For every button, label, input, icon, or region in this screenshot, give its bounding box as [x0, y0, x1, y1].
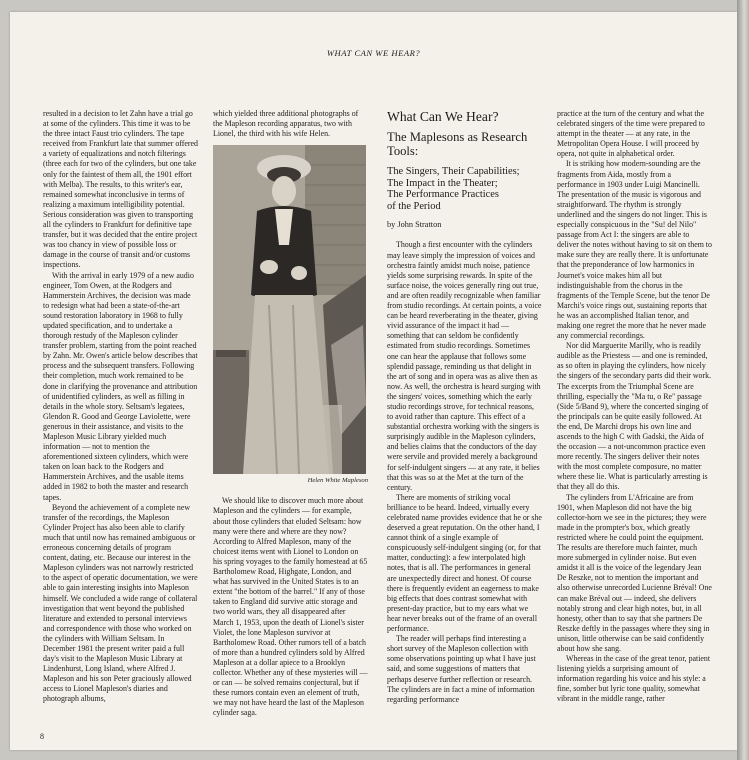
- col4-paragraph: Whereas in the case of the great tenor, patient listening yields a surprising amount of information regarding his voice and his style: a fine, somber but lyric tone quality, somewhat vibrant in the middle range, rather: [557, 654, 711, 704]
- subhead-line: The Impact in the Theater;: [387, 177, 498, 189]
- helen-mapleson-photo: [213, 145, 366, 474]
- magazine-page: [10, 12, 737, 750]
- running-header: WHAT CAN WE HEAR?: [326, 48, 421, 58]
- col4-paragraph: Nor did Marguerite Marilly, who is readily audible as the Priestess — and one is reminded, as so often in playing the cylinders, how nicely the singers of the secondary parts did their work. The excerpts from the Triumphal Scene are thrilling, especially the "Ma tu, o Re" passage (Side 5/Band 9), where the concerted singing of the principals can be quite easily followed. At the end, De Marchi drops his own line and ascends to the high C with Gadski, the Aida of the occasion — a not-uncommon practice even more recently. The singers deliver their notes with the most complete composure, no matter where these lie. What is particularly arresting is that they all do this.: [557, 341, 712, 492]
- col2-paragraph: We should like to discover much more about Mapleson and the cylinders — for example, about those cylinders that eluded Seltsam: how many were there and where are they now? According to Alfred Mapleson, many of the choicest items went with Lionel to London on his spring voyages to the family homestead at 65 Bartholomew Road, Highgate, London, and what has survived in the United States is to an extent "the bottom of the barrel." If any of those taken to England did survive attic storage and two world wars, they all disappeared after March 1, 1953, upon the death of Lionel's sister Violet, the lone Mapleson survivor at Bartholomew Road. Other rumors tell of a batch of more than a hundred cylinders sold by Alfred Mapleson at a dollar apiece to a Brooklyn collector. Whether any of these mysteries will — or can — be solved remains conjectural, but if these rumors contain even an element of truth, we may not have heard the last of the Mapleson cylinder saga.: [213, 496, 368, 718]
- article-subtitle: The Maplesons as Research Tools:: [387, 130, 528, 158]
- col4-paragraph: The cylinders from L'Africaine are from 1901, when Mapleson did not have the big collector-horn we see in the pictures; they were made in the prompter's box, which greatly restricted where he could point the equipment. The results are therefore much fainter, much more submerged in cylinder noise. But even amidst it all is the voice of the legendary Jean De Reszke, not to mention the important and also otherwise unrecorded Lucienne Bréval! One can make Bréval out — indeed, she delivers notably strong and clear high notes, but, in all honesty, other than to say that she partners De Reszke deftly in the passages where they sing in unison, little otherwise can be said confidently about how she sang.: [557, 492, 712, 653]
- byline: by John Stratton: [387, 220, 442, 230]
- subhead-line: The Singers, Their Capabilities;: [387, 166, 520, 177]
- subhead-line: of the Period: [387, 200, 441, 212]
- portrait-illustration: [213, 145, 366, 474]
- column-3: [387, 109, 542, 705]
- col3-paragraph: There are moments of striking vocal brilliance to be heard. Indeed, virtually every celebrated name provides evidence that he or she deserved a great reputation. On the other hand, I cannot think of a single example of conspicuously self-indulgent singing (or, for that matter, conducting): a few interpolated high notes, that is all. The performances in general are unexpectedly direct and honest. Of course there is frequently evident an eagerness to make big effects that does contrast somewhat with present-day practice, but to my ears what we hear never breaks out of the frame of an overall performance.: [387, 492, 542, 634]
- column-2: [213, 109, 368, 718]
- col1-paragraph: resulted in a decision to let Zahn have a trial go at some of the cylinders. This time it was to be the three intact Faust trio cylinders. The tape received from Frankfurt late that summer offered a variety of equalizations and notch filterings (three each for two of the cylinders, but one take only for the faintest of them all, the 1901 effort with Melba). The results, to this writer's ear, remained somewhat inconclusive in terms of realizing a maximum intelligibility potential. Serious consideration was given to transporting all the cylinders to Frankfurt for definitive tape transfer, but it was decided that the entire project was too chancy in view of possible loss or damage in the course of transit and/or customs inspections.: [43, 109, 198, 270]
- col4-paragraph: It is striking how modern-sounding are the fragments from Aida, mostly from a performance in 1903 under Luigi Mancinelli. The presentation of the music is vigorous and straightforward. The rhythm is strongly underlined and the singers do not linger. This is especially conspicuous in the "Su! del Nilo" passage from Act I: the singers are able to deliver the notes without having to sit on them to make sure they are really there. It is unfortunate that the preponderance of low harmonics in Journet's voice makes him all but indistinguishable from the chorus in the fragments of the Temple Scene, but the tenor De Marchi's voice rings out, sustaining reports that he was an accomplished Italian tenor, and making one regret the more that he never made any commercial recordings.: [557, 159, 712, 341]
- col4-paragraph: practice at the turn of the century and what the celebrated singers of the time were prepared to attempt in the theater — at any rate, in the Metropolitan Opera House. I will proceed by opera, not quite in alphabetical order.: [557, 109, 705, 159]
- article-title: What Can We Hear?: [387, 109, 499, 124]
- col2-intro: which yielded three additional photographs of the Mapleson recording apparatus, two with Lionel, the third with his wife Helen.: [213, 109, 359, 139]
- col1-paragraph: Beyond the achievement of a complete new transfer of the recordings, the Mapleson Cylinder Project has also been able to clarify much that until now has remained ambiguous or erroneous concerning details of program content, dating, etc. Because our interest in the Mapleson cylinders was not narrowly restricted to the aspect of operatic documentation, we were able to gain interesting insights into Mapleson himself. We concluded a wide range of collateral investigation that went beyond the published literature and extended to personal interviews and correspondence with those who worked on the cylinders with William Seltsam. In December 1981 the present writer paid a full day's visit to the Mapleson Music Library at Lindenhurst, Long Island, where Alfred J. Mapleson and his son Peter graciously allowed access to Lionel Mapleson's diaries and photograph albums,: [43, 502, 198, 704]
- article-subhead: [387, 166, 542, 212]
- column-1: [43, 109, 198, 705]
- col3-paragraph: Though a first encounter with the cylinders may leave simply the impression of voices and orchestra faintly amidst much noise, patience yields some surprising rewards. In spite of the surface noise, the voices generally ring out true, and are often readily recognizable when familiar from studio recordings. At certain points, a voice can be heard reverberating in the theater, giving vivid assurance of the impact it had — something that can seldom be confidently estimated from studio recordings. Sometimes one can hear the applause that follows some splendid passage, reminding us that delight in the art of song and in opera was as alive then as now. As well, the orchestra is heard surging with the singers' voices, something which the early studio recordings strove, for technical reasons, to avoid rather than capture. This effect of a substantial orchestra working with the singers is surprisingly audible in the Mapleson cylinders, and belies claims that the conductors of the day were servile and provided merely a background for self-indulgent singers — at any rate, it belies that this was so at the Met at the turn of the century.: [387, 240, 542, 492]
- page-number: 8: [40, 732, 44, 741]
- subhead-line: The Performance Practices: [387, 189, 499, 201]
- col1-paragraph: With the arrival in early 1979 of a new audio engineer, Tom Owen, at the Rodgers and Hammerstein Archives, the decision was made to redesign what had been a state-of-the-art sound restoration laboratory in 1968 to fully updated specification, and to undertake a thorough restudy of the Mapleson cylinder transfer problem, starting from the point reached by Zahn. Mr. Owen's article below describes that process and the subsequent transfers. Following their completion, much work remained to be done in clarifying the provenance and attribution of unidentified cylinders, as well as filling in details in the whole story. Seltsam's legatees, Glendon R. Good and George Laviolette, were generous in their assistance, and visits to the Mapleson Music Library yielded much information — not to mention the aforementioned sixteen cylinders, which were taken on loan back to the Rodgers and Hammerstein Archives, and the usable items added in 1982 to both the master and research tapes.: [43, 270, 198, 502]
- binding-spine: [737, 0, 749, 760]
- photo-caption: Helen White Mapleson: [307, 477, 368, 485]
- col3-paragraph: The reader will perhaps find interesting a short survey of the Mapleson collection with some observations pointing up what I have just said, and some suggestions of matters that perhaps deserve further reflection or research. The cylinders are in fact a mine of information regarding performance: [387, 634, 536, 704]
- column-4: [557, 109, 712, 705]
